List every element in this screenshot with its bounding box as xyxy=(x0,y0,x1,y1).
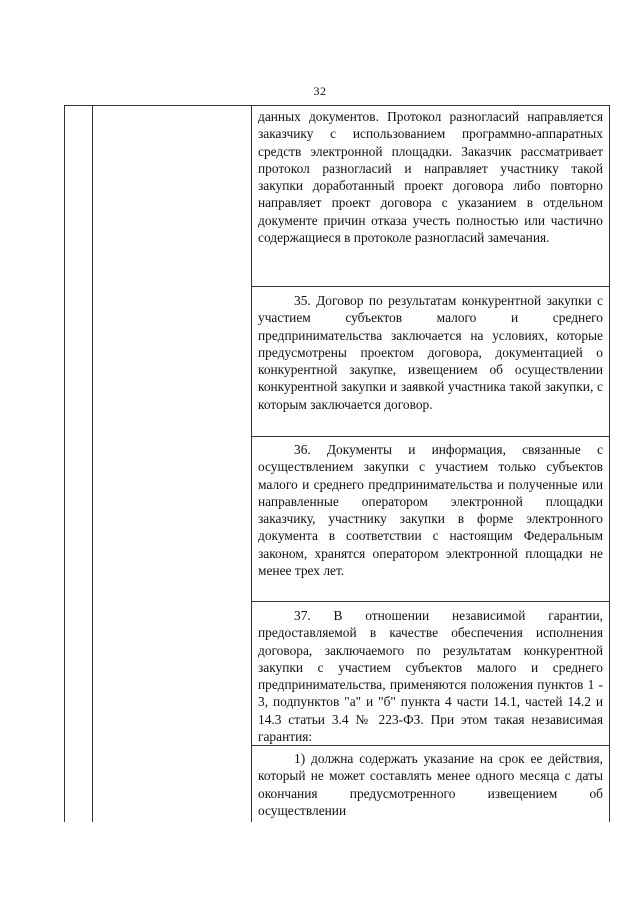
table-row xyxy=(252,750,610,819)
row-divider xyxy=(252,601,610,602)
row-divider xyxy=(252,436,610,437)
paragraph-continuation: данных документов. Протокол разногласий направляется заказчику с использованием программно-аппаратных средств электронной площадки. Заказчик рассматривает протокол разногласий и направляет участнику такой закупки доработанный проект договора либо повторно направляет проект договора с указанием в отдельном документе причин отказа учесть полностью или частично содержащиеся в протоколе разногласий замечания. xyxy=(258,109,603,246)
column-divider xyxy=(92,105,93,822)
page-number: 32 xyxy=(313,84,327,98)
table-row xyxy=(252,441,610,579)
row-divider xyxy=(252,745,610,746)
table-text-column xyxy=(252,105,610,822)
paragraph-37-1: 1) должна содержать указание на срок ее действия, который не может составлять менее одного месяца с даты окончания предусмотренного извещением об осуществлении xyxy=(258,751,603,818)
paragraph-37: 37. В отношении независимой гарантии, предоставляемой в качестве обеспечения исполнения договора, заключаемого по результатам конкурентной закупки с участием субъектов малого и среднего предпринимательства, применяются положения пунктов 1 - 3, подпунктов "а" и "б" пункта 4 части 14.1, частей 14.2 и 14.3 статьи 3.4 № 223-ФЗ. При этом такая независимая гарантия: xyxy=(258,608,603,745)
paragraph-35: 35. Договор по результатам конкурентной закупки с участием субъектов малого и среднего предпринимательства заключается на условиях, которые предусмотрены проектом договора, документацией о конкурентной закупке, извещением об осуществлении конкурентной закупки и заявкой участника такой закупки, с которым заключается договор. xyxy=(258,293,603,412)
table-row xyxy=(252,108,610,246)
table-row xyxy=(252,292,610,413)
table-row xyxy=(252,607,610,745)
paragraph-36: 36. Документы и информация, связанные с осуществлением закупки с участием только субъектов малого и среднего предпринимательства и полученные или направленные оператором электронной площадки заказчику, участнику закупки в форме электронного документа в соответствии с настоящим Федеральным законом, хранятся оператором электронной площадки не менее трех лет. xyxy=(258,442,603,579)
row-divider xyxy=(252,286,610,287)
